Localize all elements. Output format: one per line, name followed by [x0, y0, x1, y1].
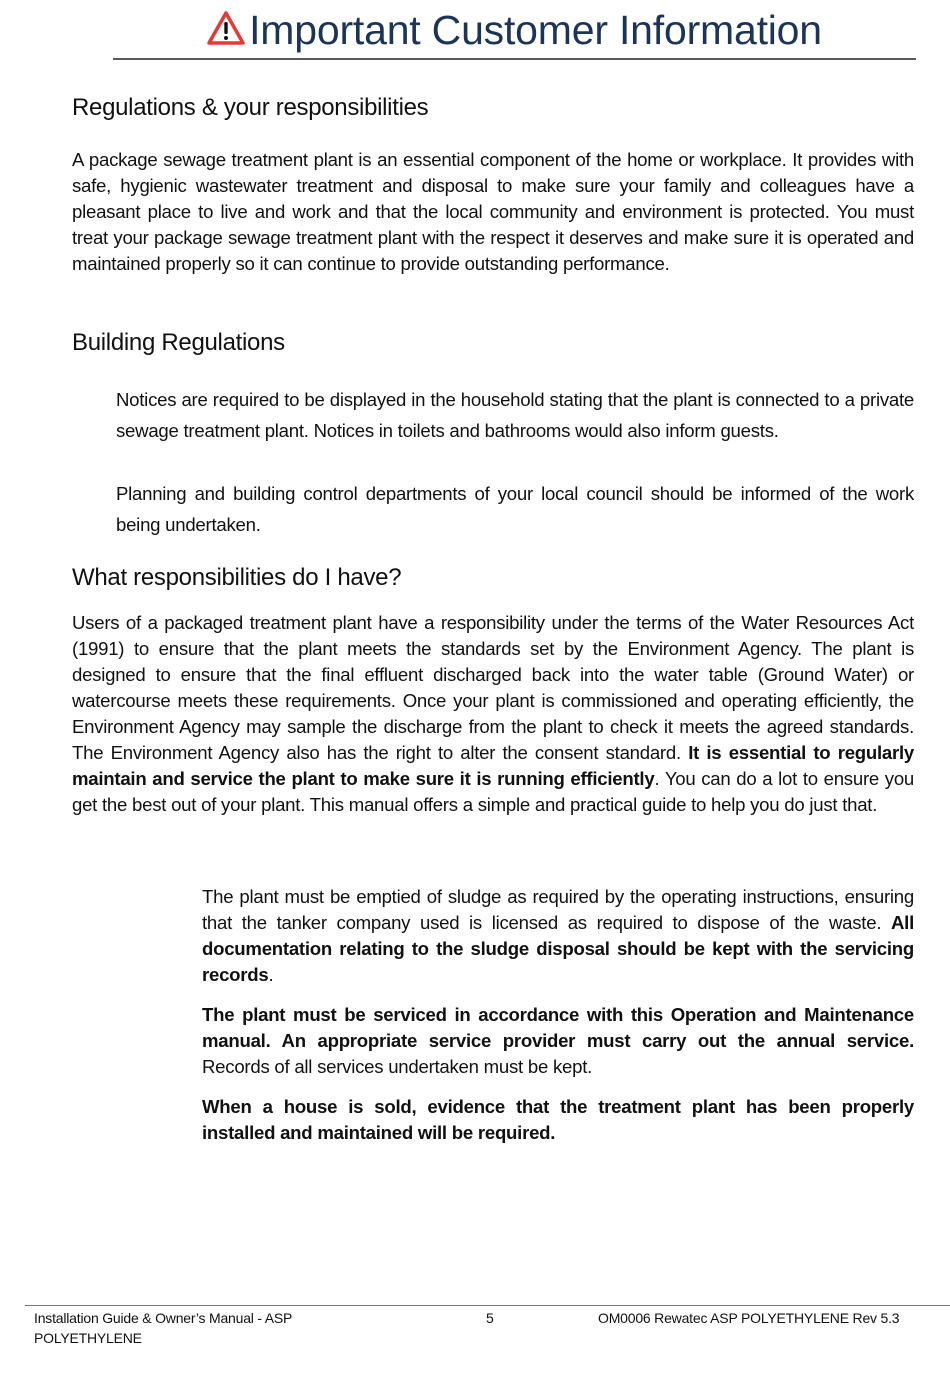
- house-sale-point: [202, 1094, 914, 1146]
- page-title-row: [207, 4, 822, 56]
- sludge-point-text: The plant must be emptied of sludge as required by the operating instructions, ensuring that the tanker company used is licensed as required to dispose of the waste.: [202, 886, 914, 933]
- sludge-point-bold: All documentation relating to the sludge disposal should be kept with the servicing records: [202, 912, 914, 985]
- building-planning-item: Planning and building control departments of your local council should be informed of the work being undertaken.: [116, 483, 914, 535]
- sludge-point: [202, 884, 914, 988]
- footer-page-number: 5: [486, 1310, 494, 1326]
- service-point-bold: The plant must be serviced in accordance with this Operation and Maintenance manual. An appropriate service provider must carry out the annual service.: [202, 1004, 914, 1051]
- responsibilities-text-end: . You can do a lot to ensure you get the best out of your plant. This manual offers a simple and practical guide to help you do just that.: [72, 768, 915, 815]
- service-point-tail: Records of all services undertaken must be kept.: [202, 1056, 593, 1077]
- page-header: [113, 4, 916, 60]
- footer-divider: [25, 1305, 950, 1306]
- building-notice-item: Notices are required to be displayed in the household stating that the plant is connected to a private sewage treatment plant. Notices in toilets and bathrooms would also inform guests.: [116, 389, 914, 441]
- responsibilities-text-bold: It is essential to regularly maintain and service the plant to make sure it is running efficiently: [72, 742, 914, 789]
- sludge-point-tail: .: [268, 964, 274, 985]
- responsibilities-text-start: Users of a packaged treatment plant have a responsibility under the terms of the Water Resources Act (1991) to ensure that the plant meets the standards set by the Environment Agency. The plant is designed to ensure that the final effluent discharged back into the water table (Ground Water) or watercourse meets these requirements. Once your plant is commissioned and operating efficiently, the Environment Agency may sample the discharge from the plant to check it meets the agreed standards. The Environment Agency also has the right to alter the consent standard.: [72, 612, 914, 763]
- service-point: [202, 1002, 914, 1080]
- responsibilities-heading: What responsibilities do I have?: [72, 564, 402, 591]
- house-sale-point-bold: When a house is sold, evidence that the treatment plant has been properly installed and maintained will be required.: [202, 1096, 914, 1143]
- page-title: Important Customer Information: [249, 7, 822, 53]
- regulations-paragraph: A package sewage treatment plant is an essential component of the home or workplace. It provides with safe, hygienic wastewater treatment and disposal to make sure your family and colleagues have a pleasant place to live and work and that the local community and environment is protected. You must treat your package sewage treatment plant with the respect it deserves and make sure it is operated and maintained properly so it can continue to provide outstanding performance.: [72, 149, 914, 274]
- footer-revision: OM0006 Rewatec ASP POLYETHYLENE Rev 5.3: [598, 1310, 900, 1326]
- responsibilities-paragraph: [72, 610, 914, 818]
- building-regulations-heading: Building Regulations: [72, 329, 285, 356]
- regulations-heading: Regulations & your responsibilities: [72, 94, 429, 121]
- warning-triangle-icon: [207, 11, 245, 45]
- footer-document-title: Installation Guide & Owner’s Manual - ASP POLYETHYLENE: [34, 1310, 292, 1346]
